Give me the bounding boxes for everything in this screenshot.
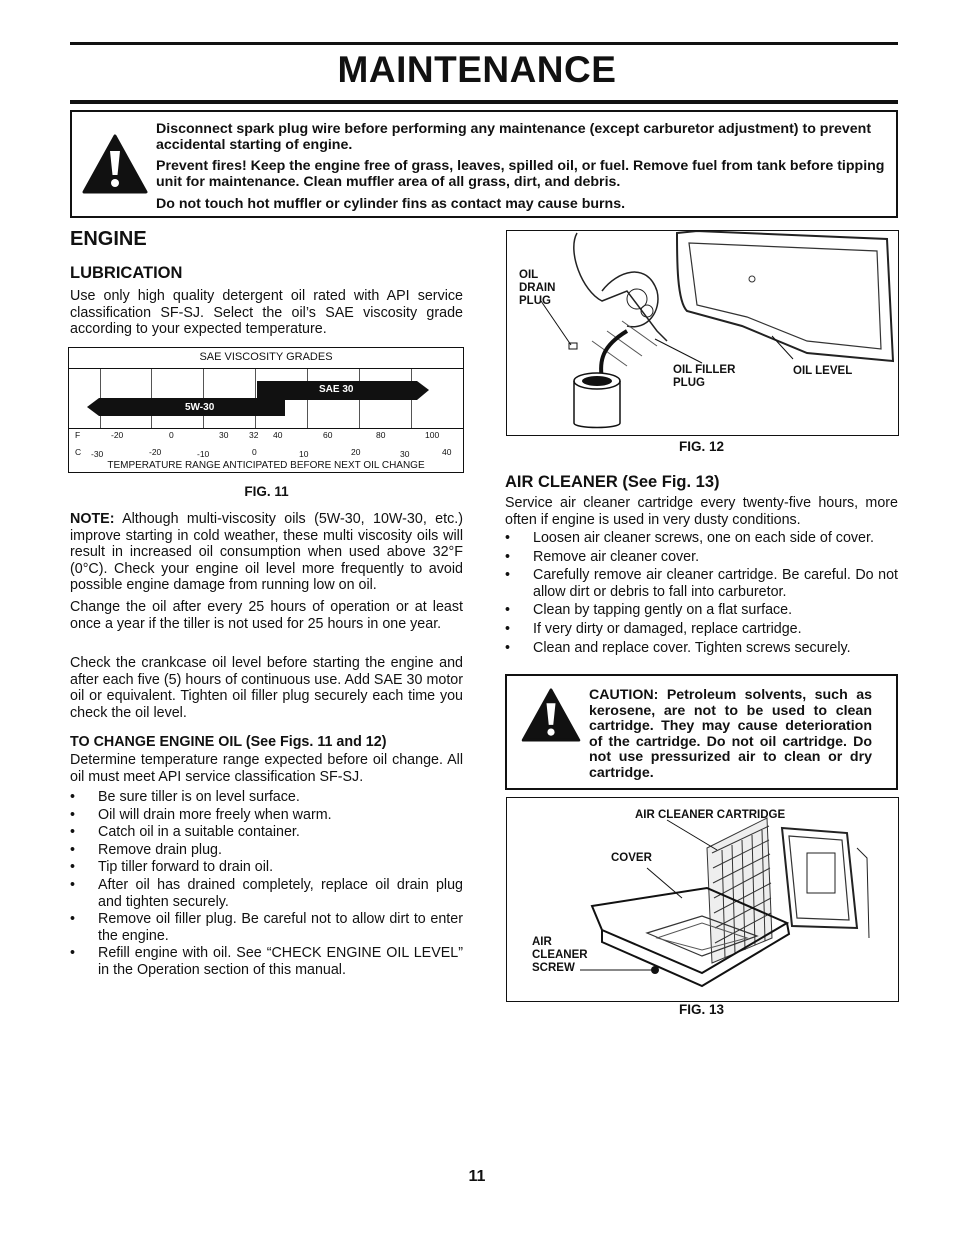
top-rule [70, 42, 898, 45]
note-text: Although multi-viscosity oils (5W-30, 10W-30, etc.) improve starting in cold weather, these multi viscosity oils will result in increased oil consumption when used above 32°F (0°C). Check your engine oil level more frequently to avoid possible engine damage from running low on oil. [70, 511, 463, 594]
title-underline [70, 100, 898, 104]
fig12-illustration [506, 230, 899, 436]
f-tick-label: 60 [323, 430, 333, 440]
c-tick-label: 0 [252, 447, 257, 457]
change-oil-intro: Determine temperature range expected before oil change. All oil must meet API service classification SF-SJ. [70, 752, 463, 785]
c-tick-label: -30 [91, 449, 104, 459]
air-cleaner-intro: Service air cleaner cartridge every twenty-five hours, more often if engine is used in very dusty conditions. [505, 495, 898, 528]
f-tick-label: 40 [273, 430, 283, 440]
label-air-cleaner-cartridge: AIR CLEANER CARTRIDGE [635, 809, 786, 821]
label-oil-filler-plug: OIL FILLER PLUG [673, 364, 736, 389]
change-oil-step-8: • Refill engine with oil. See “CHECK ENGINE OIL LEVEL” in the Operation section of this manual. [70, 945, 463, 978]
warning-box [70, 110, 898, 218]
air-cleaner-step-1: • Loosen air cleaner screws, one on each side of cover. [505, 530, 898, 547]
page-title: MAINTENANCE [337, 49, 617, 90]
fig12-caption: FIG. 12 [678, 439, 724, 454]
label-oil-level: OIL LEVEL [793, 365, 853, 377]
note-label: NOTE: [70, 511, 115, 527]
c-tick-label: -10 [197, 449, 210, 459]
f-tick-label: 30 [219, 430, 229, 440]
c-tick-label: -20 [149, 447, 162, 457]
note-paragraph [70, 511, 463, 594]
c-tick-label: 10 [299, 449, 309, 459]
engine-heading: ENGINE [70, 228, 147, 250]
label-cover: COVER [611, 852, 652, 864]
chart-title: SAE VISCOSITY GRADES [199, 351, 333, 363]
c-tick-label: 30 [400, 449, 410, 459]
label-oil-drain-plug: OIL DRAIN PLUG [519, 269, 556, 307]
fig13-illustration [506, 797, 899, 1002]
caution-box [505, 674, 898, 790]
series-label-5w30: 5W-30 [185, 402, 215, 413]
c-axis-label: C [75, 447, 82, 457]
c-tick-label: 40 [442, 447, 452, 457]
change-oil-heading: TO CHANGE ENGINE OIL (See Figs. 11 and 12) [70, 734, 387, 750]
caution-text: CAUTION: Petroleum solvents, such as kerosene, are not to be used to clean cartridge. They may cause deterioration of the cartridge. Do not oil cartridge. Do not use pressurized air to clean or dry cartridge. [589, 687, 872, 781]
change-oil-frequency-text: Change the oil after every 25 hours of operation or at least once a year if the tiller is not used for 25 hours in one year. [70, 599, 463, 632]
viscosity-chart [68, 347, 464, 473]
air-cleaner-step-4: • Clean by tapping gently on a flat surface. [505, 602, 898, 619]
air-cleaner-step-6: • Clean and replace cover. Tighten screws securely. [505, 640, 898, 657]
change-oil-step-2: • Oil will drain more freely when warm. [70, 807, 463, 824]
air-cleaner-step-3: • Carefully remove air cleaner cartridge. Be careful. Do not allow dirt or debris to fall into carburetor. [505, 567, 898, 600]
warning-text-spark-plug: Disconnect spark plug wire before performing any maintenance (except carburetor adjustment) to prevent accidental starting of engine. [156, 121, 872, 153]
fig13-caption: FIG. 13 [678, 1002, 724, 1017]
fig11-caption: FIG. 11 [244, 484, 289, 499]
change-oil-step-4: • Remove drain plug. [70, 842, 463, 859]
f-tick-label: 100 [425, 430, 440, 440]
lubrication-heading: LUBRICATION [70, 264, 183, 282]
warning-text-fires: Prevent fires! Keep the engine free of grass, leaves, spilled oil, or fuel. Remove fuel from tank before tipping unit for maintenance. Clean muffler area of all grass, dirt, and debris. [156, 158, 885, 190]
change-oil-step-5: • Tip tiller forward to drain oil. [70, 859, 463, 876]
engine-oil-drawing [507, 231, 898, 435]
warning-text-burns: Do not touch hot muffler or cylinder fins as contact may cause burns. [156, 196, 626, 212]
f-tick-label: 0 [169, 430, 174, 440]
lubrication-text: Use only high quality detergent oil rated with API service classification SF-SJ. Select the oil’s SAE viscosity grade according to your expected temperature. [70, 288, 463, 338]
caution-icon [521, 688, 581, 742]
f-axis-label: F [75, 430, 81, 440]
chart-x-label: TEMPERATURE RANGE ANTICIPATED BEFORE NEXT OIL CHANGE [107, 460, 425, 471]
change-oil-steps [70, 789, 463, 980]
page-number: 11 [468, 1168, 486, 1185]
label-air-cleaner-screw: AIR CLEANER SCREW [532, 936, 588, 974]
change-oil-step-1: • Be sure tiller is on level surface. [70, 789, 463, 806]
c-tick-label: 20 [351, 447, 361, 457]
air-cleaner-heading: AIR CLEANER (See Fig. 13) [505, 473, 720, 491]
air-cleaner-step-2: • Remove air cleaner cover. [505, 549, 898, 566]
air-cleaner-step-5: • If very dirty or damaged, replace cartridge. [505, 621, 898, 638]
series-label-sae30: SAE 30 [319, 384, 354, 395]
change-oil-step-6: • After oil has drained completely, replace oil drain plug and tighten securely. [70, 877, 463, 910]
air-cleaner-steps [505, 530, 898, 658]
f-tick-label: 32 [249, 430, 259, 440]
f-tick-label: -20 [111, 430, 124, 440]
check-oil-text: Check the crankcase oil level before starting the engine and after each five (5) hours of continuous use. Add SAE 30 motor oil or equivalent. Tighten oil filler plug securely each time you check the oil level. [70, 655, 463, 721]
f-tick-label: 80 [376, 430, 386, 440]
warning-icon [82, 134, 148, 194]
change-oil-step-7: • Remove oil filler plug. Be careful not to allow dirt to enter the engine. [70, 911, 463, 944]
change-oil-step-3: • Catch oil in a suitable container. [70, 824, 463, 841]
